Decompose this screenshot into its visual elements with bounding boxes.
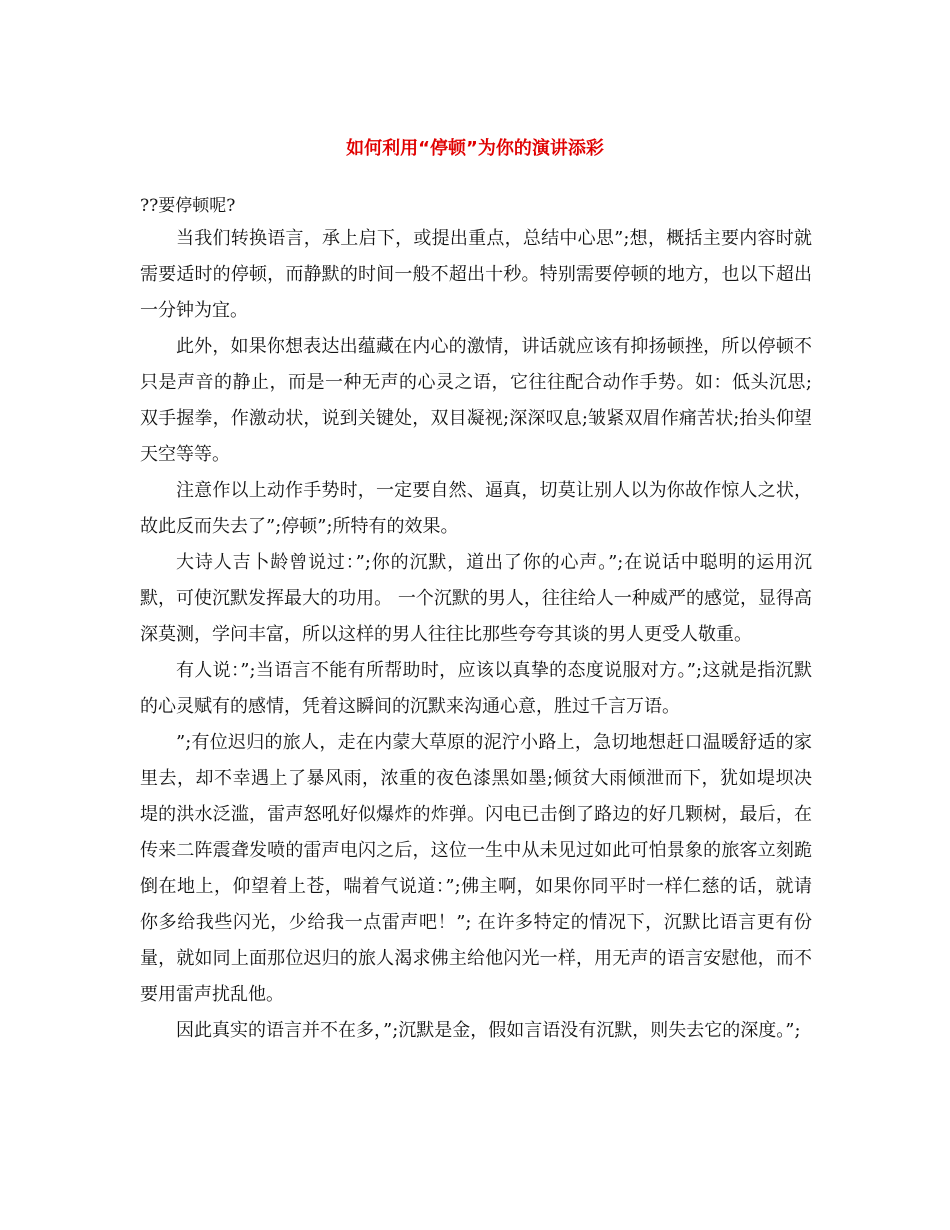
paragraph-3: 注意作以上动作手势时，一定要自然、逼真，切莫让别人以为你故作惊人之状，故此反而失去了”;停顿”;所特有的效果。 [140, 480, 812, 537]
paragraph-7: 因此真实的语言并不在多，”;沉默是金，假如言语没有沉默，则失去它的深度。”; [176, 1020, 801, 1041]
paragraph-5: 有人说：”;当语言不能有所帮助时，应该以真挚的态度说服对方。”;这就是指沉默的心灵赋有的感情，凭着这瞬间的沉默来沟通心意，胜过千言万语。 [140, 660, 812, 717]
page-title: 如何利用“停顿”为你的演讲添彩 [346, 138, 604, 160]
lead-line: ??要停顿呢? [140, 196, 236, 216]
paragraph-4: 大诗人吉卜龄曾说过：”;你的沉默，道出了你的心声。”;在说话中聪明的运用沉默，可使沉默发挥最大的功用。 一个沉默的男人，往往给人一种威严的感觉，显得高深莫测，学问丰富，所以这样的男人往往比那些夸夸其谈的男人更受人敬重。 [140, 552, 812, 645]
paragraph-1: 当我们转换语言，承上启下，或提出重点，总结中心思”;想，概括主要内容时就需要适时的停顿，而静默的时间一般不超出十秒。特别需要停顿的地方，也以下超出一分钟为宜。 [140, 228, 812, 321]
article-body [140, 191, 812, 1049]
paragraph-6: ”;有位迟归的旅人，走在内蒙大草原的泥泞小路上，急切地想赶口温暖舒适的家里去，却不幸遇上了暴风雨，浓重的夜色漆黑如墨;倾贫大雨倾泄而下，犹如堤坝决堤的洪水泛滥，雷声怒吼好似爆炸的炸弹。闪电已击倒了路边的好几颗树，最后，在传来二阵震聋发喷的雷声电闪之后，这位一生中从未见过如此可怕景象的旅客立刻跪倒在地上，仰望着上苍，喘着气说道：”;佛主啊，如果你同平时一样仁慈的话，就请你多给我些闪光，少给我一点雷声吧！”; 在许多特定的情况下，沉默比语言更有份量，就如同上面那位迟归的旅人渴求佛主给他闪光一样，用无声的语言安慰他，而不要用雷声扰乱他。 [140, 732, 812, 1005]
paragraph-2: 此外，如果你想表达出蕴藏在内心的激情，讲话就应该有抑扬顿挫，所以停顿不只是声音的静止，而是一种无声的心灵之语，它往往配合动作手势。如：低头沉思;双手握拳，作激动状，说到关键处，双目凝视;深深叹息;皱紧双眉作痛苦状;抬头仰望天空等等。 [140, 336, 812, 465]
